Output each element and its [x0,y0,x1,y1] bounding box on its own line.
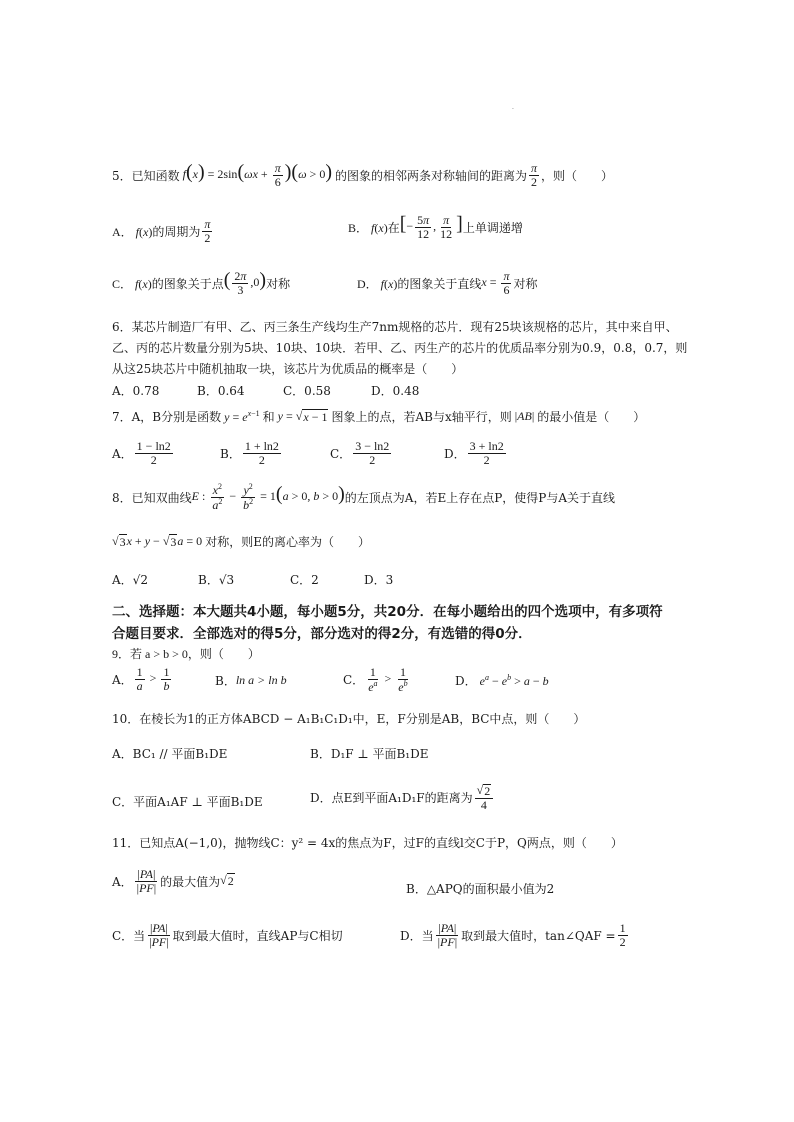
q11-stem: 11．已知点A(−1,0)，抛物线C：y² = 4x的焦点为F，过F的直线l交C于P，Q两点，则（ ） [112,836,623,850]
q5-option-c: C． f(x) 的图象关于点 ( $\frac{2\pi}{3}$ ,0) 对称 [112,269,291,297]
q5-stem-a: 5．已知函数 [112,168,180,183]
q6-option-b: B．0.64 [197,384,245,398]
q9-b-expr: ln a > ln b [235,673,287,687]
q5-distance: $\frac{\pi}{2}$ [531,161,538,189]
q5-b-text-b: 上单调递增 [462,220,523,235]
q8-stem-c: 对称，则E的离心率为（ ） [205,535,370,549]
q6-option-c: C．0.58 [283,384,331,398]
q7-option-c: C． $\frac{3 - \ln 2}{2}$ [330,439,390,467]
q11-option-b: B．△APQ的面积最小值为2 [406,882,555,896]
q5-stem-b: 的图象的相邻两条对称轴间的距离为 [335,168,528,183]
q7-stem-d: 的最小值是（ ） [537,410,646,424]
q9-option-a: A． $\frac{1}{a}$ > $\frac{1}{b}$ [112,665,170,693]
q5-c-text-a: 的图象关于点 [151,276,224,291]
q5-a-text: 的周期为 [152,224,201,239]
q6-option-a: A．0.78 [112,384,160,398]
q5-stem-c: ，则（ ） [541,168,614,183]
q11-option-c: C．当 $\frac{|PA|}{|PF|}$ 取到最大值时，直线AP与C相切 [112,921,343,949]
q7-stem-a: 7．A，B分别是函数 [112,410,222,424]
q11-option-d: D．当 $\frac{|PA|}{|PF|}$ 取到最大值时，tan∠QAF = $\frac{1}{2}$ [400,921,626,949]
q6-line-3: 从这25块芯片中随机抽取一块，该芯片为优质品的概率是（ ） [112,362,464,376]
q11-d-text-a: D．当 [400,928,434,943]
q8-option-a: A．√2 [112,573,148,587]
q7-stem-b: 和 [262,410,275,424]
q10-option-a: A．BC₁ // 平面B₁DE [112,747,228,761]
q5-option-d: D． f(x) 的图象关于直线 x = $\frac{\pi}{6}$ 对称 [357,269,538,297]
q10-stem: 10．在棱长为1的正方体ABCD − A₁B₁C₁D₁中，E，F分别是AB，BC中点，则（ ） [112,712,586,726]
q7-stem-c: 图象上的点，若AB与x轴平行，则 [331,410,512,424]
q6-line-1: 6．某芯片制造厂有甲、乙、丙三条生产线均生产7nm规格的芯片．现有25块该规格的芯片，其中来自甲、 [112,320,678,334]
q5-stem [112,162,613,188]
q5-d-text-a: 的图象关于直线 [397,276,482,291]
q5-option-a: A． f(x) 的周期为 $\frac{\pi}{2}$ [112,217,211,245]
q8-option-d: D．3 [364,573,394,587]
q11-c-text-a: C．当 [112,928,146,943]
q9-stem: 9．若 a > b > 0，则（ ） [112,647,260,661]
q6-line-2: 乙、丙的芯片数量分别为5块、10块、10块．若甲、乙、丙生产的芯片的优质品率分别为0.9，0.8，0.7，则 [112,341,688,355]
q11-c-text-b: 取到最大值时，直线AP与C相切 [172,928,343,943]
q8-option-c: C．2 [290,573,319,587]
q11-option-a: A． $\frac{|PA|}{|PF|}$ 的最大值为 √ 2 [112,867,234,895]
page-mark: . [512,104,514,111]
q6-option-d: D．0.48 [371,384,420,398]
q7-option-d: D． $\frac{3 + \ln 2}{2}$ [444,439,504,467]
q9-option-d: D． $e^a - e^b > a - b$ [455,672,549,688]
q11-a-text: 的最大值为 [160,874,221,889]
q10-option-b: B．D₁F ⊥ 平面B₁DE [310,747,429,761]
q5-b-text-a: 在 [387,220,400,235]
q9-option-c: C． $\frac{1}{e^a}$ > $\frac{1}{e^b}$ [343,665,408,694]
section-2-heading-line-1: 二、选择题：本大题共4小题，每小题5分，共20分．在每小题给出的四个选项中，有多项符 [112,604,663,620]
q9-option-b: B． ln a > ln b [215,673,287,688]
q8-stem-a: 8．已知双曲线 [112,490,192,505]
q7-stem: 7．A，B分别是函数 $y = e^{x-1}$ 和 y = √ x − 1 图象上的点，若AB与x轴平行，则 |AB| 的最小值是（ ） [112,408,646,424]
q7-option-a: A． $\frac{1 - \ln 2}{2}$ [112,439,171,467]
q10-d-text: D．点E到平面A₁D₁F的距离为 [310,791,473,806]
q11-d-text-b: 取到最大值时，tan∠QAF = [461,928,616,943]
section-2-heading-line-2: 合题目要求．全部选对的得5分，部分选对的得2分，有选错的得0分． [112,626,532,642]
q8-stem-b: 的左顶点为A，若E上存在点P，使得P与A关于直线 [344,490,616,505]
q10-option-d: D．点E到平面A₁D₁F的距离为 √ 2 4 [310,784,495,811]
q8-stem-line-1: 8．已知双曲线 E : $\frac{x^2}{a^2}$ − $\frac{y^2}{b^2}$ = 1(a > 0, b > 0) 的左顶点为A，若E上存在点P，使得P与A关于直线 [112,482,616,512]
q8-option-b: B．√3 [198,573,235,587]
q10-option-c: C．平面A₁AF ⊥ 平面B₁DE [112,795,263,809]
q7-option-b: B． $\frac{1 + \ln 2}{2}$ [220,439,279,467]
q8-stem-line-2: √ 3 x + y − √ 3 a = 0 对称，则E的离心率为（ ） [112,533,370,549]
q5-function-expr: f(x) = 2sin(ωx + $\frac{\pi}{6}$ )(ω > 0) [182,161,332,189]
q5-option-b: B． f(x) 在 [− $\frac{5\pi}{12}$ , $\frac{\pi}{12}$ ] 上单调递增 [348,213,523,241]
q5-c-text-b: 对称 [266,276,291,291]
q5-d-text-b: 对称 [513,276,538,291]
